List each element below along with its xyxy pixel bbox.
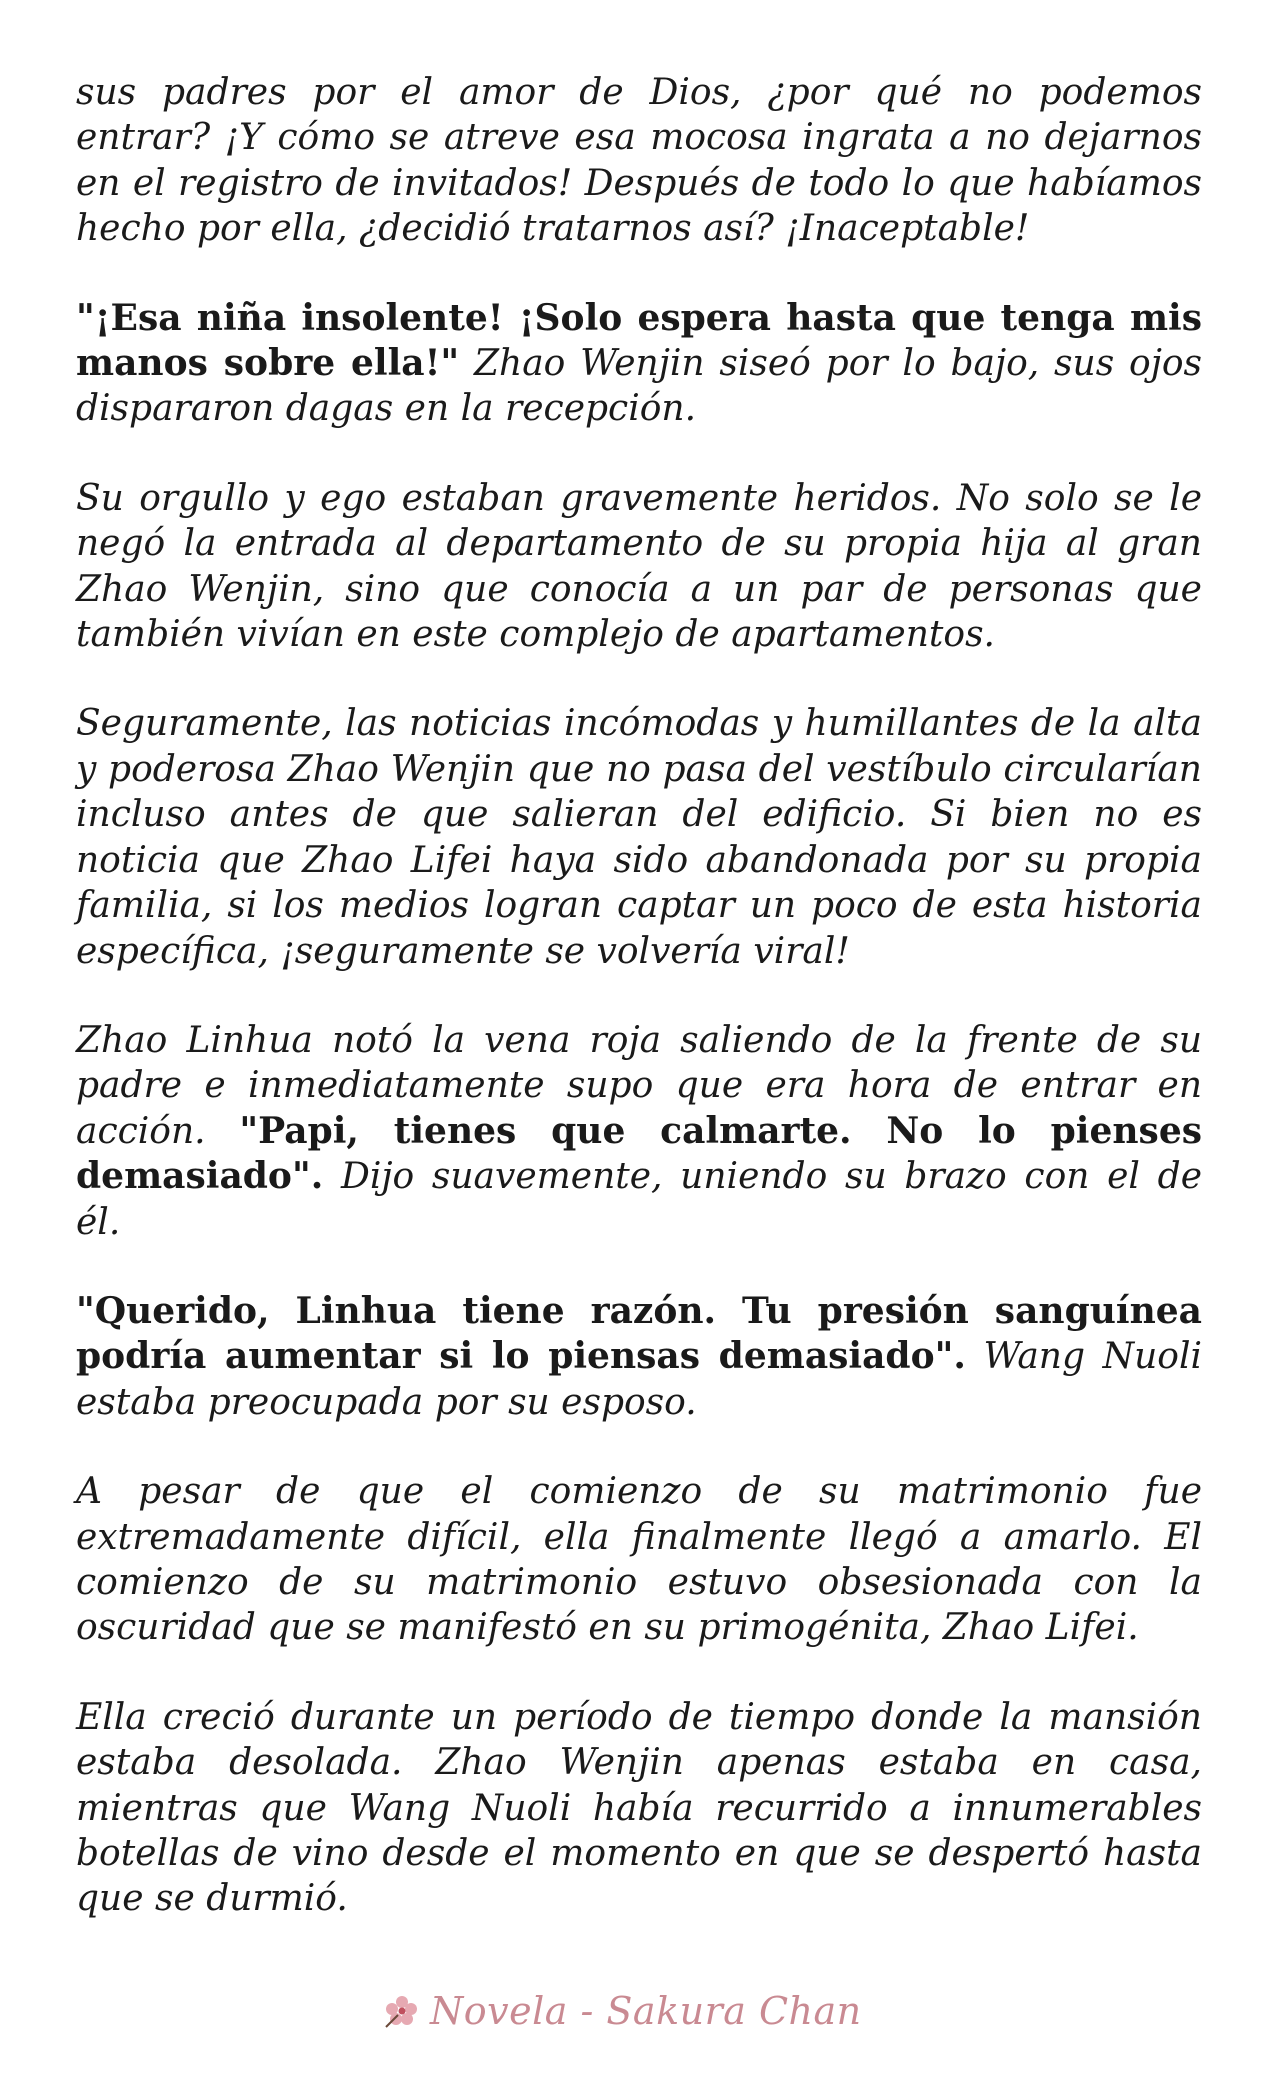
watermark-text: Novela - Sakura Chan — [430, 1989, 862, 2033]
paragraph-2-narration: Zhao Wenjin siseó por lo bajo, sus ojos dispararon dagas en la recepción. — [76, 343, 1202, 430]
dialogue-wang-nuoli: "Querido, Linhua tiene razón. Tu presión sanguínea podría aumentar si lo piensas demasiado". — [76, 1289, 1202, 1378]
paragraph-1 — [76, 70, 1202, 252]
paragraph-7-text: A pesar de que el comienzo de su matrimonio fue extremadamente difícil, ella finalmente llegó a amarlo. El comienzo de su matrimonio estuvo obsesionada con la oscuridad que se manifestó en su primogénita, Zhao Lifei. — [76, 1471, 1202, 1649]
paragraph-7 — [76, 1469, 1202, 1651]
document-body — [76, 70, 1202, 1966]
paragraph-5-narration-b: Dijo suavemente, uniendo su brazo con el de él. — [76, 1156, 1202, 1243]
paragraph-8-text: Ella creció durante un período de tiempo donde la mansión estaba desolada. Zhao Wenjin apenas estaba en casa, mientras que Wang Nuoli había recurrido a innumerables botellas de vino desde el momento en que se despertó hasta que se durmió. — [76, 1696, 1202, 1920]
paragraph-1-text: sus padres por el amor de Dios, ¿por qué no podemos entrar? ¡Y cómo se atreve esa mocosa ingrata a no dejarnos en el registro de invitados! Después de todo lo que habíamos hecho por ella, ¿decidió tratarnos así? ¡Inaceptable! — [76, 72, 1202, 250]
paragraph-3-text: Su orgullo y ego estaban gravemente heridos. No solo se le negó la entrada al departamento de su propia hija al gran Zhao Wenjin, sino que conocía a un par de personas que también vivían en este complejo de apartamentos. — [76, 477, 1202, 656]
paragraph-4-text: Seguramente, las noticias incómodas y humillantes de la alta y poderosa Zhao Wenjin que no pasa del vestíbulo circularían incluso antes de que salieran del edificio. Si bien no es noticia que Zhao Lifei haya sido abandonada por su propia familia, si los medios logran captar un poco de esta historia específica, ¡seguramente se volvería viral! — [76, 703, 1202, 972]
paragraph-6 — [76, 1289, 1202, 1425]
paragraph-8 — [76, 1695, 1202, 1922]
sakura-blossom-icon — [382, 1991, 422, 2031]
paragraph-5 — [76, 1018, 1202, 1245]
dialogue-linhua: "Papi, tienes que calmarte. No lo pienses demasiado". — [76, 1109, 1202, 1198]
paragraph-6-narration: Wang Nuoli estaba preocupada por su esposo. — [76, 1336, 1202, 1423]
paragraph-5-narration-a: Zhao Linhua notó la vena roja saliendo de la frente de su padre e inmediatamente supo que era hora de entrar en acción. — [76, 1019, 1202, 1152]
dialogue-zhao-wenjin: "¡Esa niña insolente! ¡Solo espera hasta que tenga mis manos sobre ella!" — [76, 296, 1202, 385]
paragraph-2 — [76, 296, 1202, 432]
paragraph-4 — [76, 701, 1202, 973]
watermark — [382, 1986, 862, 2036]
paragraph-3 — [76, 476, 1202, 658]
